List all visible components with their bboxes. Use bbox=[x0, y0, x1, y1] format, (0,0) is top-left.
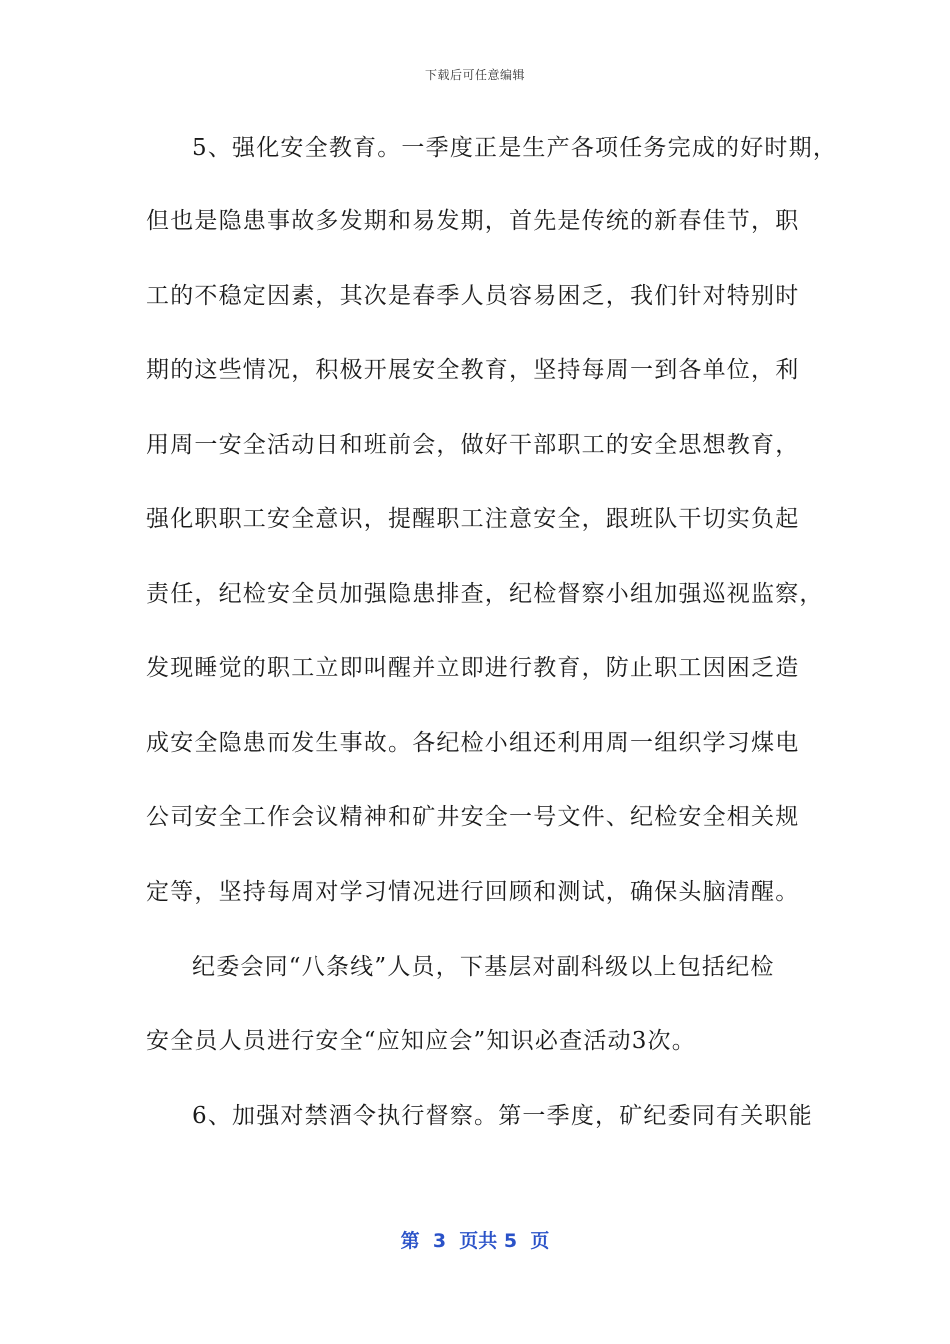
body-line: 6、加强对禁酒令执行督察。第一季度，矿纪委同有关职能 bbox=[192, 1103, 813, 1129]
body-line: 发现睡觉的职工立即叫醒并立即进行教育，防止职工因困乏造 bbox=[146, 655, 800, 681]
body-line: 期的这些情况，积极开展安全教育，坚持每周一到各单位，利 bbox=[146, 357, 800, 383]
body-line: 用周一安全活动日和班前会，做好干部职工的安全思想教育， bbox=[146, 432, 800, 458]
body-line: 但也是隐患事故多发期和易发期，首先是传统的新春佳节，职 bbox=[146, 208, 800, 234]
body-line: 纪委会同“八条线”人员，下基层对副科级以上包括纪检 bbox=[192, 954, 775, 980]
body-line: 成安全隐患而发生事故。各纪检小组还利用周一组织学习煤电 bbox=[146, 730, 800, 756]
body-line: 责任，纪检安全员加强隐患排查，纪检督察小组加强巡视监察， bbox=[146, 581, 824, 607]
body-line: 强化职职工安全意识，提醒职工注意安全，跟班队干切实负起 bbox=[146, 506, 800, 532]
body-line: 5、强化安全教育。一季度正是生产各项任务完成的好时期， bbox=[192, 135, 838, 161]
body-line: 安全员人员进行安全“应知应会”知识必查活动3次。 bbox=[146, 1028, 696, 1054]
page-number: 第 3 页共 5 页 bbox=[400, 1230, 550, 1252]
body-line: 工的不稳定因素，其次是春季人员容易困乏，我们针对特别时 bbox=[146, 283, 800, 309]
download-note: 下载后可任意编辑 bbox=[424, 68, 525, 82]
body-line: 公司安全工作会议精神和矿井安全一号文件、纪检安全相关规 bbox=[146, 804, 800, 830]
body-line: 定等，坚持每周对学习情况进行回顾和测试，确保头脑清醒。 bbox=[146, 879, 800, 905]
